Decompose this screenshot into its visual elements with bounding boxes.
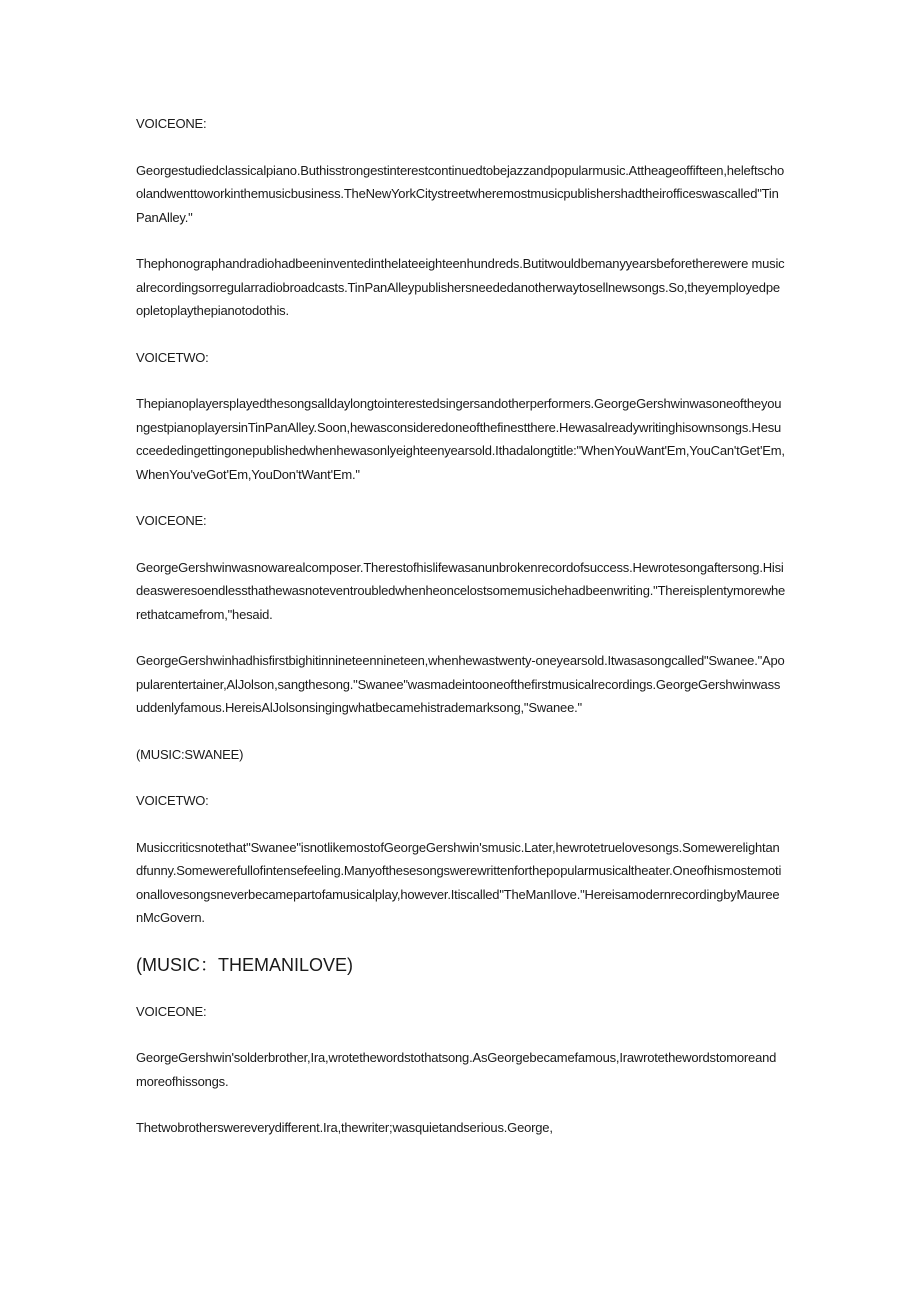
paragraph: Musiccriticsnotethat"Swanee"isnotlikemostofGeorgeGershwin'smusic.Later,hewrotetruelovesongs.Somewerelightandfunny.Somewerefullofintensefeeling.Manyofthesesongswerewrittenforthepopularmusicaltheater.Oneofhismostemotionallovesongsneverbecamepartofamusicalplay,however.Itiscalled"TheManIlove."HereisamodernrecordingbyMaureenMcGovern.	[136, 839, 782, 925]
speaker-label: VOICEONE:	[136, 116, 207, 131]
speaker-label: VOICETWO:	[136, 349, 209, 365]
paragraph: Thepianoplayersplayedthesongsalldaylongtointerestedsingersandotherperformers.GeorgeGershwinwasoneoftheyoungestpianoplayersinTinPanAlley.Soon,hewasconsideredoneofthefinestthere.Hewasalreadywritinghisownsongs.Hesucceededingettingonepublishedwhenhewasonlyeighteenyearsold.Ithadalongtitle:"WhenYouWant'Em,YouCan'tGet'Em,WhenYou'veGot'Em,YouDon'tWant'Em."	[136, 396, 785, 482]
paragraph: Thephonographandradiohadbeeninventedinthelateeighteenhundreds.Butitwouldbemanyyearsbeforetherewere musicalrecordingsorregularradiobroadcasts.TinPanAlleypublishersneededanotherwaytosellnewsongs.So,theyemployedpeopletoplaythepianotodothis.	[136, 256, 785, 318]
paragraph: Georgestudiedclassicalpiano.Buthisstrongestinterestcontinuedtobejazzandpopularmusic.Attheageoffifteen,heleftschoolandwenttoworkinthemusicbusiness.TheNewYorkCitystreetwheremostmusicpublishershadtheirofficeswascalled"TinPanAlley."	[136, 162, 785, 225]
music-cue: (MUSIC：THEMANILOVE)	[136, 954, 354, 975]
speaker-label: VOICETWO:	[136, 793, 209, 808]
music-cue: (MUSIC:SWANEE)	[136, 746, 244, 762]
speaker-label: VOICEONE:	[136, 513, 207, 528]
document-body	[136, 112, 786, 1163]
paragraph: GeorgeGershwinwasnowarealcomposer.Therestofhislifewasanunbrokenrecordofsuccess.Hewrotesongaftersong.Hisideasweresoendlessthathewasnoteventroubledwhenheoncelostsomemusichehadbeenwriting."Thereisplentymorewherethatcamefrom,"hesaid.	[136, 559, 786, 622]
paragraph: GeorgeGershwin'solderbrother,Ira,wrotethewordstothatsong.AsGeorgebecamefamous,Irawrotethewordstomoreandmoreofhissongs.	[136, 1050, 777, 1089]
paragraph: Thetwobrotherswereverydifferent.Ira,thewriter;wasquietandserious.George,	[136, 1120, 553, 1135]
paragraph: GeorgeGershwinhadhisfirstbighitinnineteennineteen,whenhewastwenty-oneyearsold.Itwasasongcalled"Swanee."Apopularentertainer,AlJolson,sangthesong."Swanee"wasmadeintooneofthefirstmusicalrecordings.GeorgeGershwinwassuddenlyfamous.HereisAlJolsonsingingwhatbecamehistrademarksong,"Swanee."	[136, 653, 785, 715]
speaker-label: VOICEONE:	[136, 1003, 207, 1019]
